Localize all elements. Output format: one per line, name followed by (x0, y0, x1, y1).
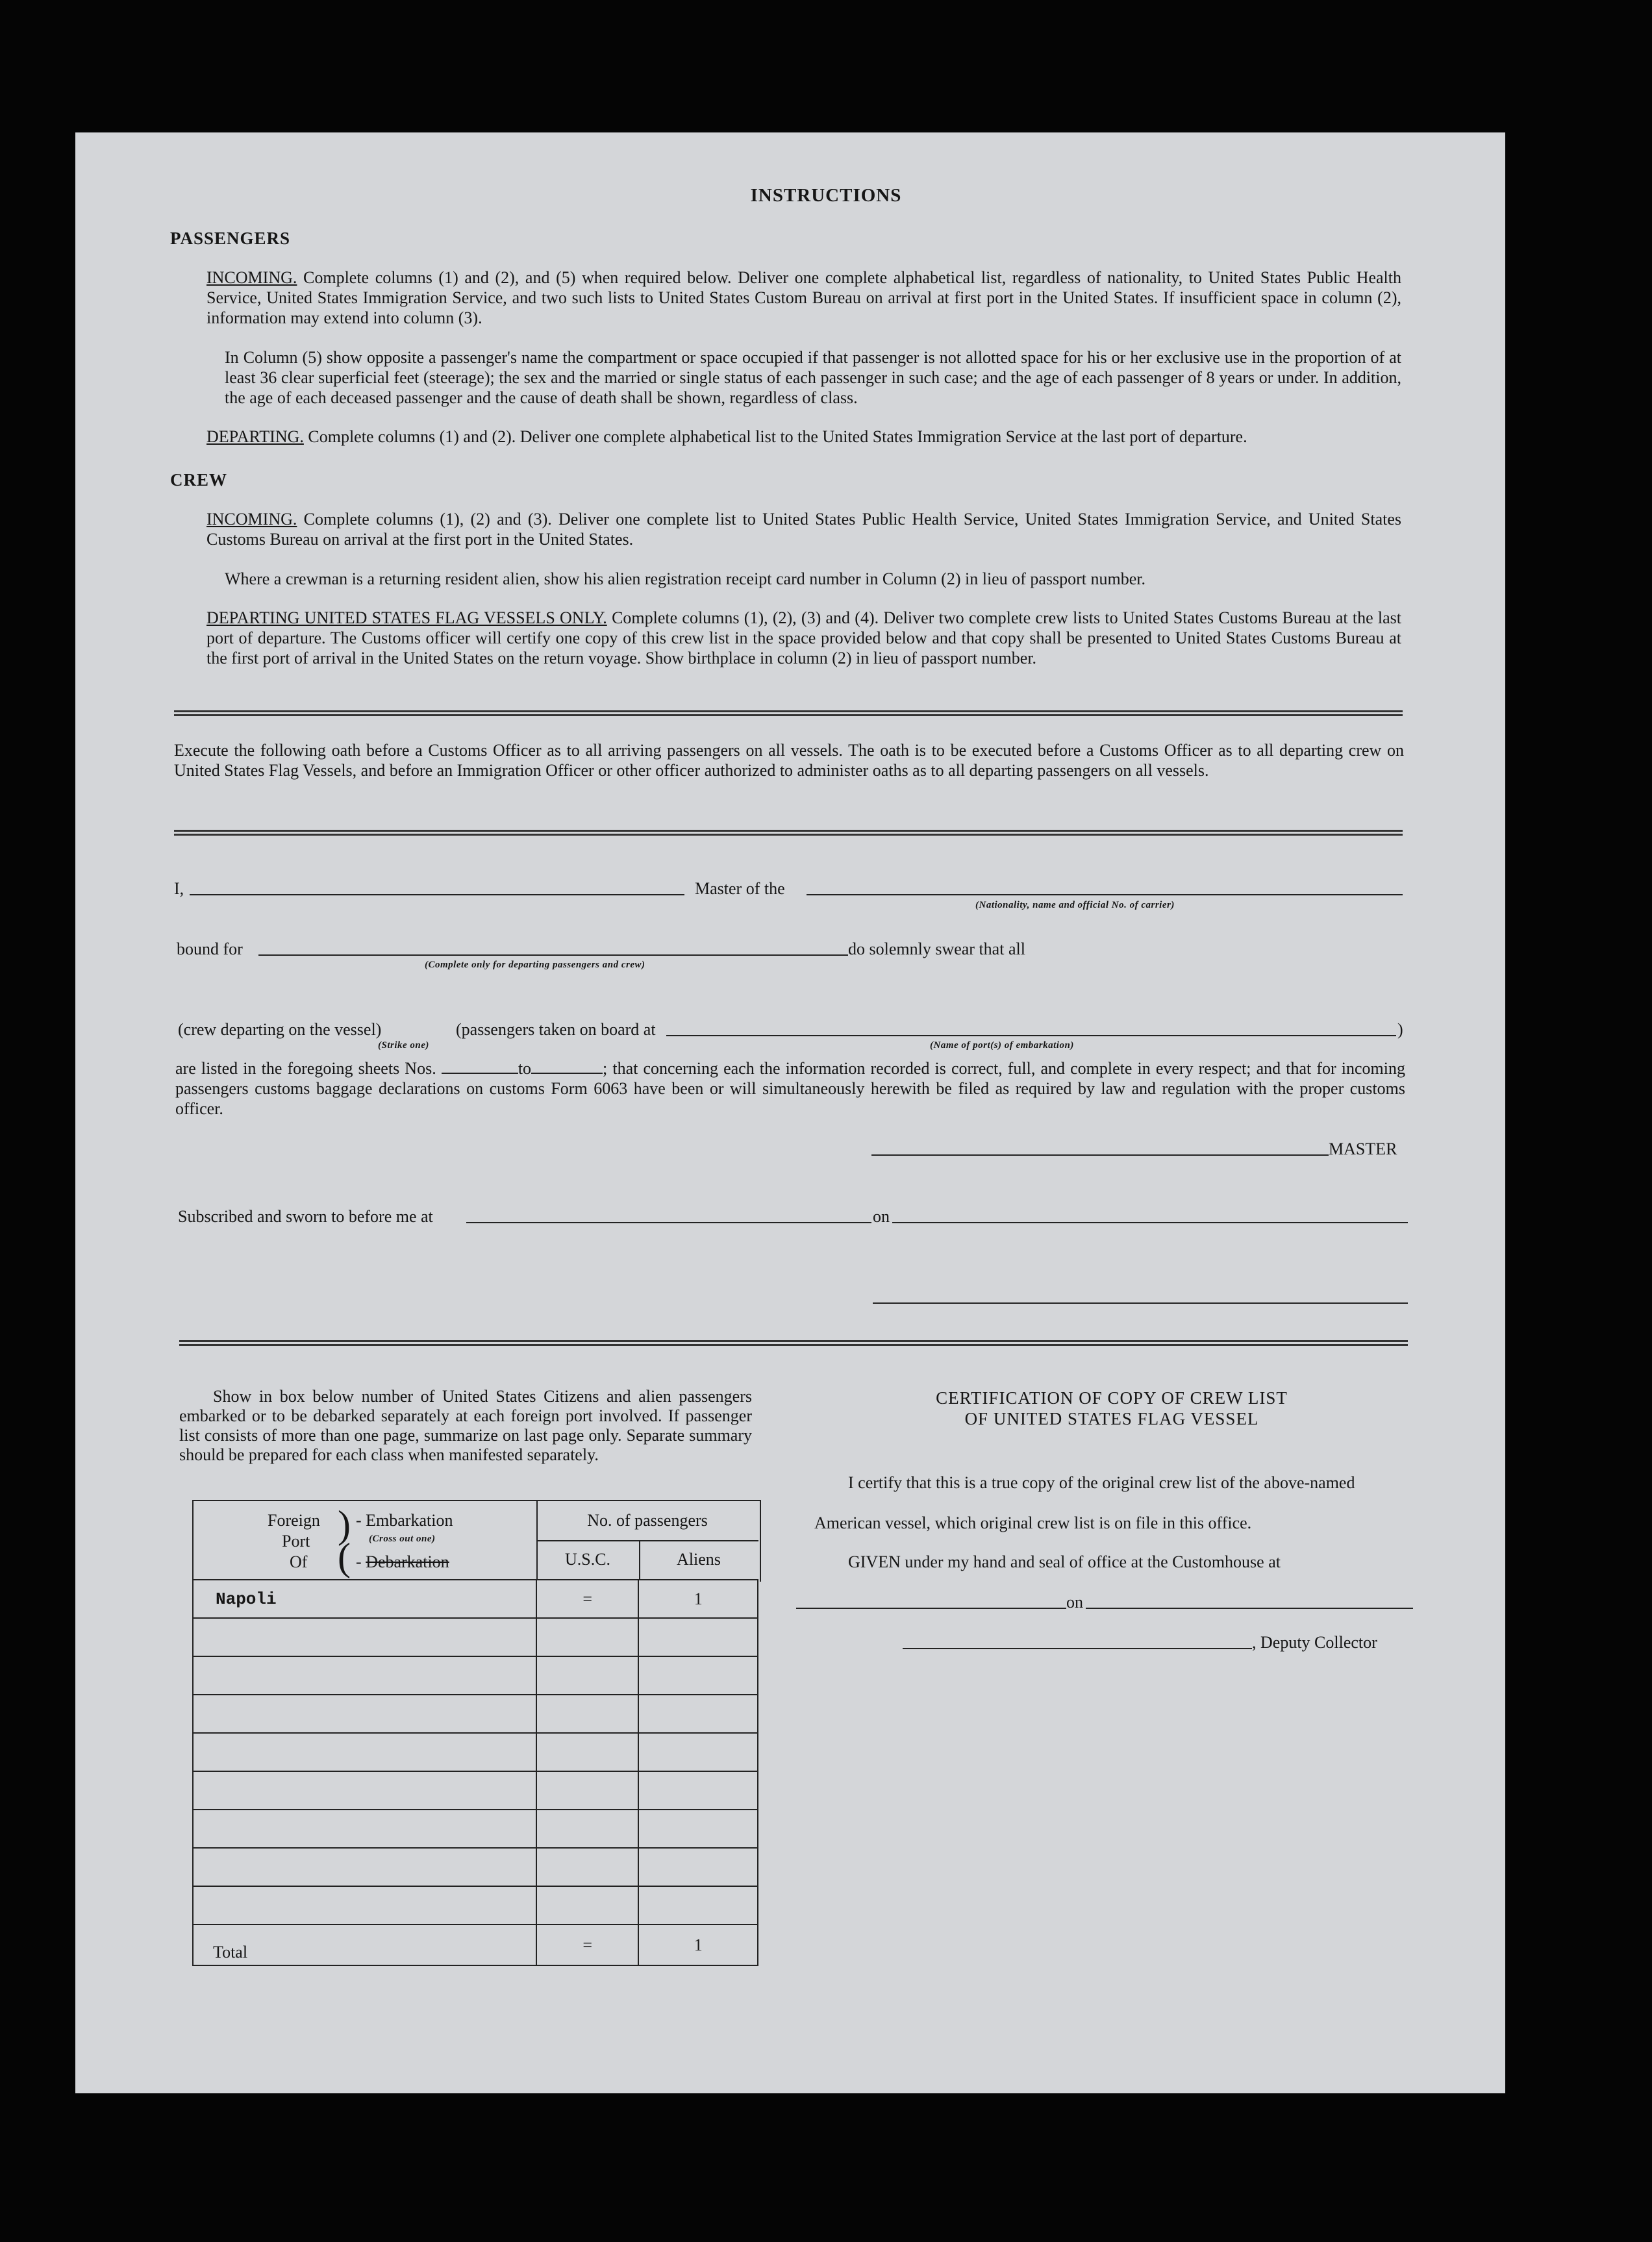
port-cell[interactable] (193, 1695, 536, 1733)
usc-cell[interactable] (536, 1656, 639, 1695)
aliens-cell[interactable] (638, 1695, 758, 1733)
table-row (193, 1656, 758, 1695)
crew-incoming-text (206, 509, 1401, 549)
port-cell[interactable] (193, 1771, 536, 1810)
column5-text: In Column (5) show opposite a passenger's name the compartment or space occupied if that passenger is not allotted space for his or her exclusive use in the proportion of at least 36 clear superficial feet (steerage); the sex and the married or single status of each passenger in such case; and the age of each passenger of 8 years or under. In addition, the age of each deceased passenger and the cause of death shall be shown, regardless of class. (225, 348, 1401, 407)
passengers-departing-label: DEPARTING. (206, 427, 304, 446)
usc-cell[interactable] (536, 1733, 639, 1771)
ports-caption: (Name of port(s) of embarkation) (930, 1040, 1074, 1051)
usc-cell[interactable] (536, 1886, 639, 1924)
crew-flag-body: Complete columns (1), (2), (3) and (4). Deliver two complete crew lists to United States Customs Bureau at the last port of departure. The Customs officer will certify one copy of this crew list in the space provided below and that copy shall be presented to United States Customs Bureau at the first port of arrival in the United States on the return voyage. Show birthplace in column (2) in lieu of passport number. (206, 608, 1402, 667)
passengers-taken-option: (passengers taken on board at (456, 1020, 656, 1039)
total-label: Total (193, 1924, 536, 1965)
crew-flag-text (206, 608, 1401, 668)
master-signature-field[interactable] (871, 1154, 1329, 1156)
port-cell[interactable] (193, 1886, 536, 1924)
master-label: MASTER (1329, 1140, 1397, 1158)
passengers-incoming-text (206, 268, 1401, 328)
to-label: to (518, 1059, 532, 1078)
sworn-place-field[interactable] (466, 1222, 871, 1223)
passengers-departing-body: Complete columns (1) and (2). Deliver one complete alphabetical list to the United States Immigration Service at the last port of departure. (308, 427, 1247, 446)
page-title: INSTRUCTIONS (750, 185, 902, 206)
certification-on-label: on (1066, 1593, 1083, 1612)
table-row (193, 1810, 758, 1848)
crew-heading: CREW (170, 470, 228, 490)
aliens-header: Aliens (677, 1550, 721, 1569)
divider (174, 710, 1403, 716)
usc-header: U.S.C. (564, 1550, 611, 1569)
swear-text: do solemnly swear that all (848, 940, 1025, 958)
certification-date-field[interactable] (1086, 1608, 1413, 1609)
passengers-header: No. of passengers (587, 1511, 708, 1530)
strike-caption: (Strike one) (378, 1040, 429, 1051)
table-row (193, 1848, 758, 1886)
passengers-incoming-label: INCOMING. (206, 268, 297, 287)
bound-for-field[interactable] (258, 954, 848, 956)
aliens-cell[interactable]: 1 (638, 1580, 758, 1618)
officer-signature-field[interactable] (873, 1302, 1408, 1304)
oath-i-label: I, (174, 879, 184, 898)
total-usc[interactable]: = (536, 1924, 639, 1965)
sheet-to-field[interactable] (531, 1060, 603, 1074)
debarkation-label: - Debarkation (356, 1552, 449, 1571)
deputy-collector-label: , Deputy Collector (1252, 1633, 1377, 1652)
aliens-cell[interactable] (638, 1733, 758, 1771)
passengers-heading: PASSENGERS (170, 229, 291, 248)
sheet-from-field[interactable] (442, 1060, 518, 1074)
cross-out-caption: (Cross out one) (369, 1534, 436, 1544)
brace-icon: ) (338, 1503, 351, 1546)
of-label: Of (290, 1552, 308, 1571)
passengers-incoming-body: Complete columns (1) and (2), and (5) when required below. Deliver one complete alphabetical list, regardless of nationality, to United States Public Health Service, United States Immigration Service, and two such lists to United States Custom Bureau on arrival at first port in the United States. If insufficient space in column (2), information may extend into column (3). (206, 268, 1401, 327)
divider (174, 830, 1403, 836)
sworn-on-label: on (873, 1207, 890, 1226)
aliens-cell[interactable] (638, 1848, 758, 1886)
subscribed-label: Subscribed and sworn to before me at (178, 1207, 433, 1226)
summary-instructions: Show in box below number of United States Citizens and alien passengers embarked or to be debarked separately at each foreign port involved. If passenger list consists of more than one page, summarize on last page only. Separate summary should be prepared for each class when manifested separately. (179, 1387, 752, 1464)
port-cell[interactable] (193, 1618, 536, 1656)
aliens-cell[interactable] (638, 1771, 758, 1810)
brace-icon: ( (338, 1536, 351, 1578)
listed-paragraph (175, 1058, 1405, 1119)
crew-incoming-body: Complete columns (1), (2) and (3). Deliver one complete list to United States Public Health Service, United States Immigration Service, and United States Customs Bureau on arrival at the first port in the United States. (206, 510, 1401, 549)
table-row (193, 1695, 758, 1733)
passengers-departing-text (206, 427, 1408, 447)
certification-title-1: CERTIFICATION OF COPY OF CREW LIST (936, 1388, 1288, 1408)
total-aliens[interactable]: 1 (638, 1924, 758, 1965)
bound-for-label: bound for (177, 940, 243, 958)
debarkation-text: Debarkation (366, 1552, 449, 1571)
table-row (193, 1580, 758, 1618)
bound-caption: (Complete only for departing passengers and crew) (425, 960, 645, 970)
port-cell[interactable]: Napoli (193, 1580, 536, 1618)
close-paren: ) (1397, 1020, 1403, 1039)
port-cell[interactable] (193, 1733, 536, 1771)
summary-table (192, 1579, 758, 1966)
embarkation-ports-field[interactable] (666, 1035, 1396, 1036)
divider (179, 1340, 1408, 1346)
usc-cell[interactable] (536, 1695, 639, 1733)
port-label: Port (282, 1532, 310, 1551)
port-cell[interactable] (193, 1810, 536, 1848)
certification-line-1: I certify that this is a true copy of the original crew list of the above-named (848, 1473, 1355, 1492)
table-row (193, 1886, 758, 1924)
usc-cell[interactable] (536, 1771, 639, 1810)
certification-title-2: OF UNITED STATES FLAG VESSEL (964, 1409, 1259, 1428)
crew-departing-option: (crew departing on the vessel) (178, 1020, 382, 1039)
aliens-cell[interactable] (638, 1886, 758, 1924)
header-divider (536, 1540, 758, 1541)
sworn-date-field[interactable] (892, 1222, 1408, 1223)
master-name-field[interactable] (190, 894, 684, 895)
table-row (193, 1771, 758, 1810)
embarkation-label: - Embarkation (356, 1511, 453, 1530)
master-of-label: Master of the (695, 879, 785, 898)
usc-cell[interactable] (536, 1810, 639, 1848)
usc-cell[interactable] (536, 1618, 639, 1656)
carrier-field[interactable] (807, 894, 1403, 895)
port-cell[interactable] (193, 1656, 536, 1695)
listed-prefix: are listed in the foregoing sheets Nos. (175, 1059, 436, 1078)
oath-intro: Execute the following oath before a Customs Officer as to all arriving passengers on all vessels. The oath is to be executed before a Customs Officer as to all departing crew on United States Flag Vessels, and before an Immigration Officer or other officer authorized to administer oaths as to all departing passengers on all vessels. (174, 741, 1404, 780)
aliens-cell[interactable] (638, 1656, 758, 1695)
usc-cell[interactable]: = (536, 1580, 639, 1618)
total-row (193, 1924, 758, 1965)
crew-flag-label: DEPARTING UNITED STATES FLAG VESSELS ONLY. (206, 608, 607, 627)
aliens-cell[interactable] (638, 1618, 758, 1656)
customhouse-field[interactable] (796, 1608, 1066, 1609)
carrier-caption: (Nationality, name and official No. of carrier) (975, 900, 1175, 910)
port-cell[interactable] (193, 1848, 536, 1886)
aliens-cell[interactable] (638, 1810, 758, 1848)
listed-body: ; that concerning each the information recorded is correct, full, and complete in every respect; and that for incoming passengers customs baggage declarations on customs Form 6063 have been or will simultaneously herewith be filed as required by law and regulation with the proper customs officer. (175, 1059, 1405, 1118)
deputy-signature-field[interactable] (903, 1648, 1252, 1649)
crew-incoming-label: INCOMING. (206, 510, 297, 529)
certification-line-2: American vessel, which original crew list is on file in this office. (814, 1513, 1252, 1532)
table-row (193, 1733, 758, 1771)
table-row (193, 1618, 758, 1656)
certification-given: GIVEN under my hand and seal of office at the Customhouse at (848, 1552, 1281, 1571)
foreign-label: Foreign (268, 1511, 320, 1530)
usc-cell[interactable] (536, 1848, 639, 1886)
resident-alien-text: Where a crewman is a returning resident alien, show his alien registration receipt card number in Column (2) in lieu of passport number. (225, 569, 1146, 588)
